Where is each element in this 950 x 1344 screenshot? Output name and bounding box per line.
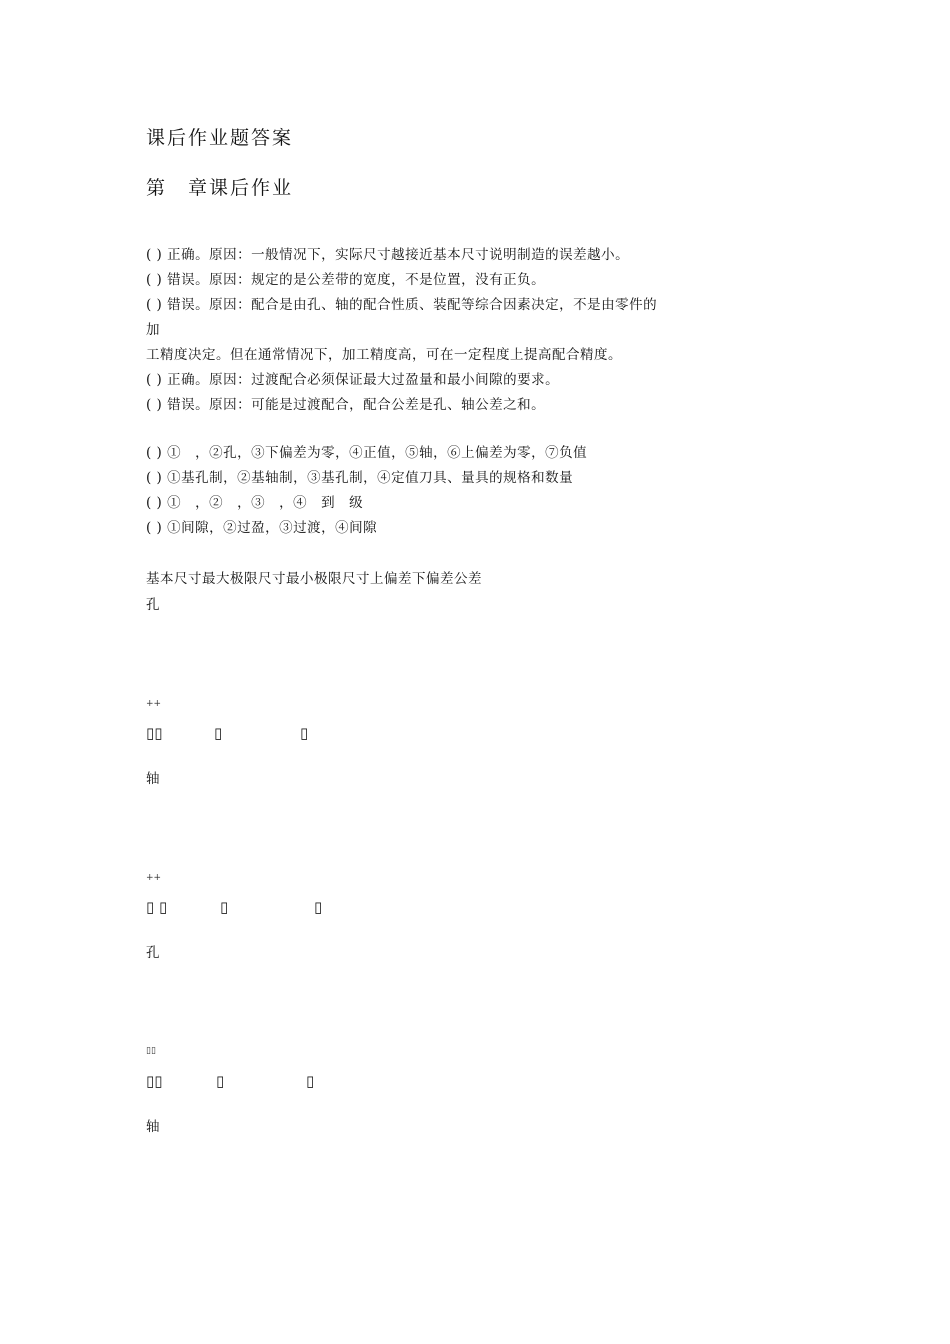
row-label: 孔 [146,597,160,613]
superscript-mark: ▯▯ [146,1046,156,1056]
row-label: 轴 [146,1119,160,1135]
placeholder-glyph: ▯ ▯ [146,898,168,916]
row-label: 孔 [146,945,160,961]
superscript-mark: ++ [146,699,162,709]
placeholder-glyph: ▯ [306,1072,315,1090]
answer-line: ( ) 错误。原因：规定的是公差带的宽度，不是位置，没有正负。 [146,272,546,288]
superscript-mark: ++ [146,873,162,883]
document-title: 课后作业题答案 [146,127,294,149]
answer-line: 加 [146,322,160,338]
placeholder-glyph: ▯ [216,1072,225,1090]
placeholder-glyph: ▯▯ [146,724,163,742]
answer-line: ( ) 正确。原因：过渡配合必须保证最大过盈量和最小间隙的要求。 [146,372,560,388]
placeholder-glyph: ▯ [214,724,223,742]
answer-line: ( ) ①基孔制，②基轴制，③基孔制，④定值刀具、量具的规格和数量 [146,470,574,486]
answer-line: ( ) ① ，② ，③ ，④ 到 级 [146,495,364,511]
answer-line: ( ) ① ，②孔，③下偏差为零，④正值，⑤轴，⑥上偏差为零，⑦负值 [146,445,588,461]
chapter-heading: 第 章课后作业 [146,177,294,199]
answer-line: ( ) 错误。原因：可能是过渡配合，配合公差是孔、轴公差之和。 [146,397,546,413]
placeholder-glyph: ▯ [300,724,309,742]
answer-line: ( ) 错误。原因：配合是由孔、轴的配合性质、装配等综合因素决定，不是由零件的 [146,297,658,313]
answer-line: ( ) ①间隙，②过盈，③过渡，④间隙 [146,520,378,536]
table-header: 基本尺寸最大极限尺寸最小极限尺寸上偏差下偏差公差 [146,571,482,587]
placeholder-glyph: ▯ [220,898,229,916]
placeholder-glyph: ▯ [314,898,323,916]
answer-line: 工精度决定。但在通常情况下，加工精度高，可在一定程度上提高配合精度。 [146,347,622,363]
row-label: 轴 [146,771,160,787]
answer-line: ( ) 正确。原因：一般情况下，实际尺寸越接近基本尺寸说明制造的误差越小。 [146,247,630,263]
placeholder-glyph: ▯▯ [146,1072,163,1090]
